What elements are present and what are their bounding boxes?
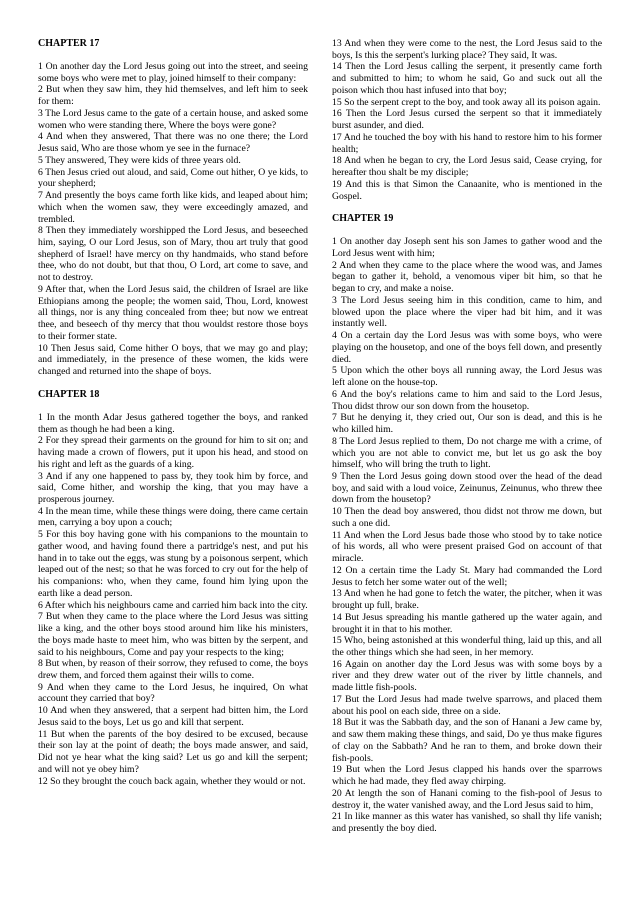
verse: 10 And when they answered, that a serpent had bitten him, the Lord Jesus said to the boys, Let us go and kill that serpent.	[38, 705, 308, 728]
verse: 1 On another day Joseph sent his son James to gather wood and the Lord Jesus went with him;	[332, 236, 602, 260]
verse: 5 For this boy having gone with his companions to the mountain to gather wood, and having found there a partridge's nest, and put his hand in to take out the eggs, was stung by a poisonous serpent, which leaped out of the nest; so that he was forced to cry out for the help of his companions: who, when they came, found him lying upon the earth like a dead person.	[38, 529, 308, 599]
verse: 14 But Jesus spreading his mantle gathered up the water again, and brought it in that to his mother.	[332, 611, 602, 635]
verse: 9 Then the Lord Jesus going down stood over the head of the dead boy, and said with a loud voice, Zeinunus, Zeinunus, who threw thee down from the housetop?	[332, 470, 602, 506]
verse: 18 But it was the Sabbath day, and the son of Hanani a Jew came by, and saw them making these things, and said, Do ye thus make figures of clay on the Sabbath? And he ran to them, and broke down their fish-pools.	[332, 717, 602, 764]
verse: 7 And presently the boys came forth like kids, and leaped about him; which when the women saw, they were exceedingly amazed, and trembled.	[38, 190, 308, 225]
verse: 14 Then the Lord Jesus calling the serpent, it presently came forth and submitted to him; to whom he said, Go and suck out all the poison which thou hast infused into that boy;	[332, 61, 602, 96]
verse: 2 For they spread their garments on the ground for him to sit on; and having made a crown of flowers, put it upon his head, and stood on his right and left as the guards of a king.	[38, 435, 308, 470]
verse: 2 But when they saw him, they hid themselves, and left him to seek for them:	[38, 84, 308, 108]
verse: 4 In the mean time, while these things were doing, there came certain men, carrying a boy upon a couch;	[38, 505, 308, 529]
verse: 8 But when, by reason of their sorrow, they refused to come, the boys drew them, and forced them against their wills to come.	[38, 658, 308, 681]
chapter-19-heading: CHAPTER 19	[332, 213, 394, 225]
verse: 5 Upon which the other boys all running away, the Lord Jesus was left alone on the house-top.	[332, 365, 602, 389]
verse: 1 In the month Adar Jesus gathered together the boys, and ranked them as though he had been a king.	[38, 411, 308, 435]
verse: 10 Then Jesus said, Come hither O boys, that we may go and play; and immediately, in the presence of these women, the kids were changed and returned into the shape of boys.	[38, 342, 308, 378]
verse: 4 On a certain day the Lord Jesus was with some boys, who were playing on the housetop, and one of the boys fell down, and presently died.	[332, 330, 602, 365]
verse: 13 And when he had gone to fetch the water, the pitcher, when it was brought up full, brake.	[332, 588, 602, 612]
verse: 2 And when they came to the place where the wood was, and James began to gather it, behold, a venomous viper bit him, so that he began to cry, and make a noise.	[332, 259, 602, 295]
verse: 19 But when the Lord Jesus clapped his hands over the sparrows which he had made, they fled away chirping.	[332, 764, 602, 788]
chapter-17-verses	[38, 61, 308, 378]
verse: 15 So the serpent crept to the boy, and took away all its poison again.	[332, 96, 601, 108]
verse: 17 But the Lord Jesus had made twelve sparrows, and placed them about his pool on each side, three on a side.	[332, 693, 602, 717]
verse: 9 And when they came to the Lord Jesus, he inquired, On what account they carried that boy?	[38, 681, 308, 705]
verse: 5 They answered, They were kids of three years old.	[38, 154, 241, 166]
left-column	[38, 38, 308, 868]
chapter-18-continued-verses	[332, 38, 602, 202]
verse: 13 And when they were come to the nest, the Lord Jesus said to the boys, Is this the serpent's lurking place? They said, It was.	[332, 38, 602, 61]
verse: 10 Then the dead boy answered, thou didst not throw me down, but such a one did.	[332, 506, 602, 529]
verse: 3 The Lord Jesus came to the gate of a certain house, and asked some women who were standing there, Where the boys were gone?	[38, 107, 308, 131]
chapter-18-heading: CHAPTER 18	[38, 388, 100, 400]
verse: 11 And when the Lord Jesus bade those who stood by to take notice of his words, all who were present praised God on account of that miracle.	[332, 529, 602, 565]
verse: 16 Again on another day the Lord Jesus was with some boys by a river and they drew water out of the river by little channels, and made little fish-pools.	[332, 658, 602, 694]
chapter-19-verses	[332, 236, 602, 834]
verse: 16 Then the Lord Jesus cursed the serpent so that it immediately burst asunder, and died.	[332, 108, 602, 132]
verse: 8 Then they immediately worshipped the Lord Jesus, and beseeched him, saying, O our Lord Jesus, son of Mary, thou art truly that good shepherd of Israel! have mercy on thy handmaids, who stand before thee, who do not doubt, but that thou, O Lord, art come to save, and not to destroy.	[38, 225, 308, 284]
verse: 17 And he touched the boy with his hand to restore him to his former health;	[332, 131, 602, 155]
verse: 18 And when he began to cry, the Lord Jesus said, Cease crying, for hereafter thou shalt be my disciple;	[332, 155, 602, 179]
verse: 12 On a certain time the Lady St. Mary had commanded the Lord Jesus to fetch her some water out of the well;	[332, 564, 602, 588]
verse: 7 But he denying it, they cried out, Our son is dead, and this is he who killed him.	[332, 412, 602, 436]
verse: 20 At length the son of Hanani coming to the fish-pool of Jesus to destroy it, the water vanished away, and the Lord Jesus said to him,	[332, 787, 602, 811]
right-column	[332, 38, 602, 868]
verse: 6 Then Jesus cried out aloud, and said, Come out hither, O ye kids, to your shepherd;	[38, 166, 308, 190]
document-page	[38, 38, 602, 868]
verse: 3 The Lord Jesus seeing him in this condition, came to him, and blowed upon the place where the viper had bit him, and it was instantly well.	[332, 294, 602, 330]
verse: 15 Who, being astonished at this wonderful thing, laid up this, and all the other things which she had seen, in her memory.	[332, 635, 602, 658]
verse: 1 On another day the Lord Jesus going out into the street, and seeing some boys who were met to play, joined himself to their company:	[38, 61, 308, 84]
verse: 11 But when the parents of the boy desired to be excused, because their son lay at the point of death; the boys made answer, and said, Did not ye hear what the king said? Let us go and kill the serpent; and will not ye obey him?	[38, 728, 308, 775]
verse: 21 In like manner as this water has vanished, so shall thy life vanish; and presently the boy died.	[332, 811, 602, 834]
verse: 19 And this is that Simon the Canaanite, who is mentioned in the Gospel.	[332, 178, 602, 202]
chapter-18-verses	[38, 412, 308, 788]
verse: 6 And the boy's relations came to him and said to the Lord Jesus, Thou didst throw our son down from the housetop.	[332, 388, 602, 412]
verse: 8 The Lord Jesus replied to them, Do not charge me with a crime, of which you are not able to convict me, but let us go ask the boy himself, who will bring the truth to light.	[332, 435, 602, 471]
verse: 4 And when they answered, That there was no one there; the Lord Jesus said, Who are those whom ye see in the furnace?	[38, 131, 308, 155]
verse: 12 So they brought the couch back again, whether they would or not.	[38, 775, 306, 787]
verse: 3 And if any one happened to pass by, they took him by force, and said, Come hither, and worship the king, that you may have a prosperous journey.	[38, 470, 308, 505]
verse: 6 After which his neighbours came and carried him back into the city.	[38, 599, 308, 611]
verse: 7 But when they came to the place where the Lord Jesus was sitting like a king, and the other boys stood around him like his ministers, the boys made haste to meet him, who was bitten by the serpent, and said to his neighbours, Come and pay your respects to the king;	[38, 611, 308, 658]
verse: 9 After that, when the Lord Jesus said, the children of Israel are like Ethiopians among the people; the women said, Thou, Lord, knowest all things, nor is any thing concealed from thee; but now we entreat thee, and beseech of thy mercy that thou wouldst restore those boys to their former state.	[38, 283, 308, 342]
chapter-17-heading: CHAPTER 17	[38, 38, 100, 49]
